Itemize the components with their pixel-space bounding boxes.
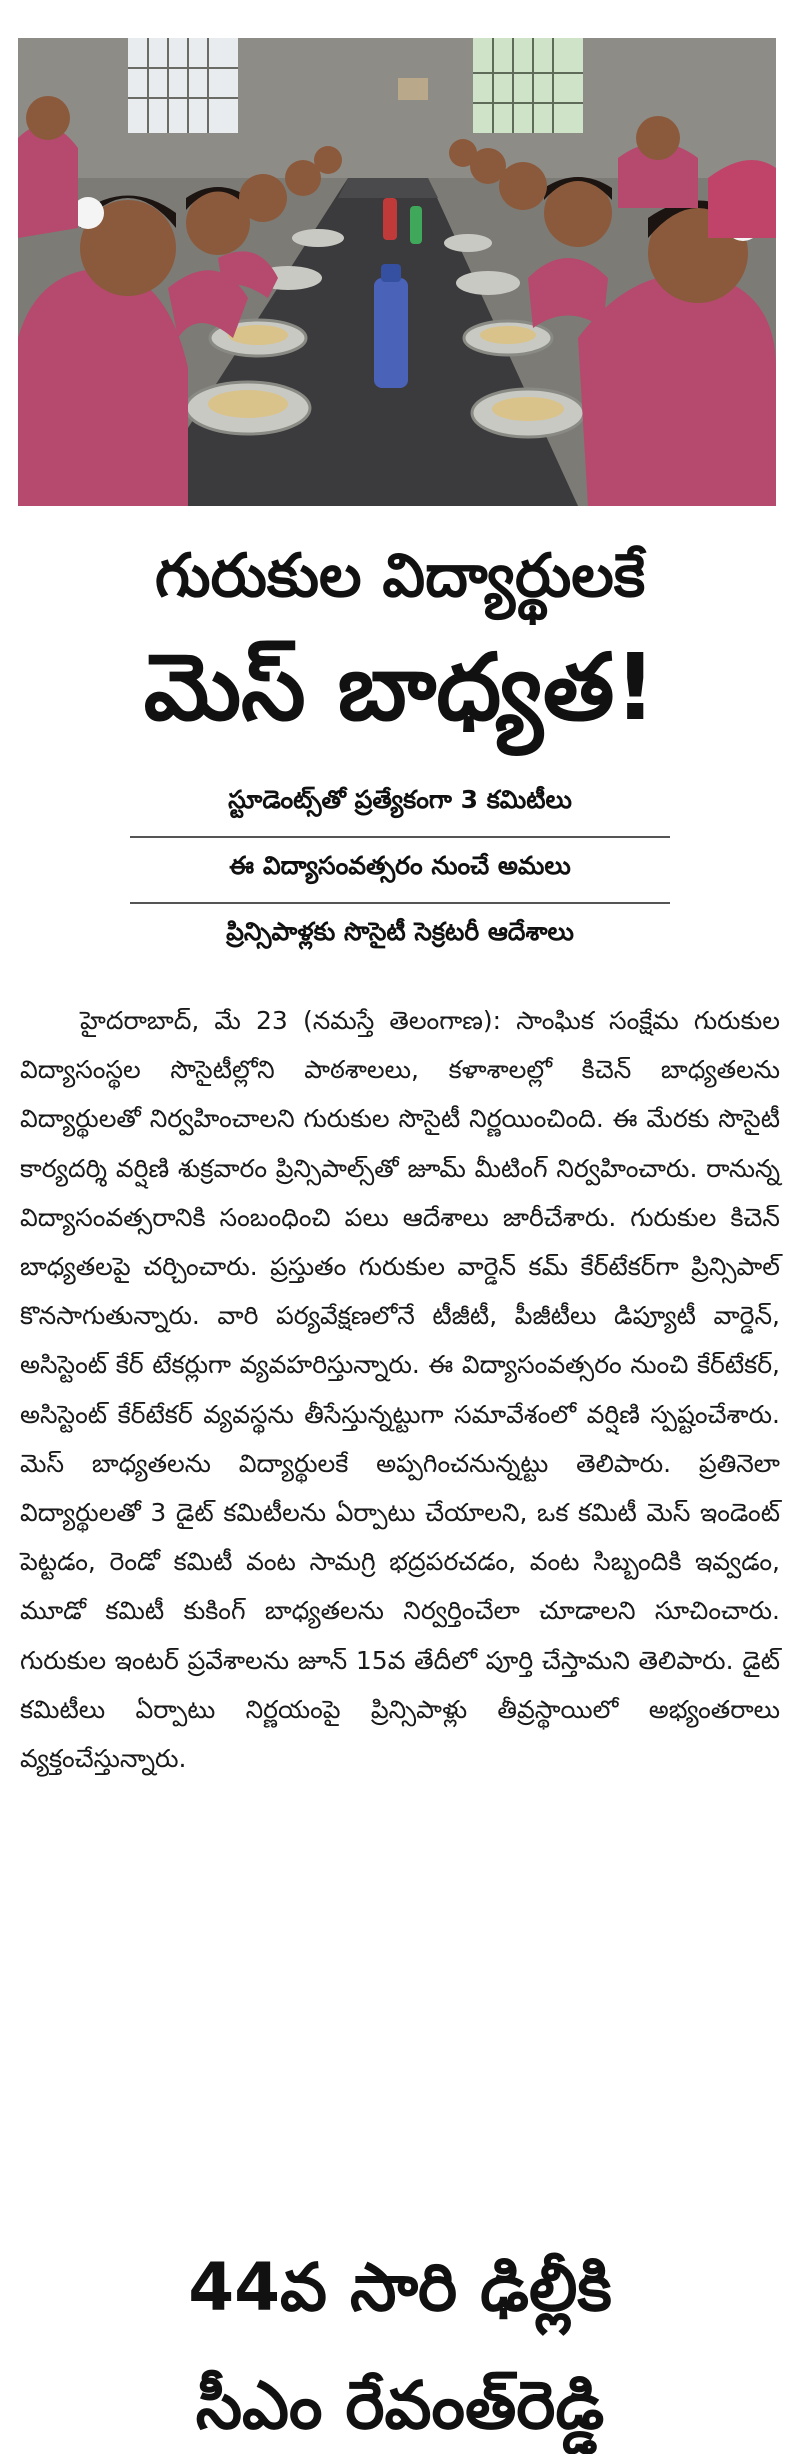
article-body: హైదరాబాద్‌, మే 23 (నమస్తే తెలంగాణ): సాంఘిక సంక్షేమ గురుకుల విద్యాసంస్థల సొసైటీల్లోని పాఠశాలలు, కళాశాలల్లో కిచెన్‌ బాధ్యతలను విద్యార్థులతో నిర్వహించాలని గురుకుల సొసైటీ నిర్ణయించింది. ఈ మేరకు సొసైటీ కార్యదర్శి వర్షిణి శుక్రవారం ప్రిన్సిపాల్స్‌తో జూమ్‌ మీటింగ్‌ నిర్వహించారు. రానున్న విద్యాసంవత్సరానికి సంబంధించి పలు ఆదేశాలు జారీచేశారు. గురుకుల కిచెన్‌ బాధ్యతలపై చర్చించారు. ప్రస్తుతం గురుకుల వార్డెన్‌ కమ్‌ కేర్‌టేకర్‌గా ప్రిన్సిపాల్‌ కొనసాగుతున్నారు. వారి పర్యవేక్షణలోనే టీజీటీ, పీజీటీలు డిప్యూటీ వార్డెన్‌, అసిస్టెంట్‌ కేర్‌ టేకర్లుగా వ్యవహరిస్తున్నారు. ఈ విద్యాసంవత్సరం నుంచి కేర్‌టేకర్‌, అసిస్టెంట్‌ కేర్‌టేకర్‌ వ్యవస్థను తీసేస్తున్నట్టుగా సమావేశంలో వర్షిణి స్పష్టంచేశారు. మెస్‌ బాధ్యతలను విద్యార్థులకే అప్పగించనున్నట్టు తెలిపారు. ప్రతినెలా విద్యార్థులతో 3 డైట్‌ కమిటీలను ఏర్పాటు చేయాలని, ఒక కమిటీ మెస్‌ ఇండెంట్‌ పెట్టడం, రెండో కమిటీ వంట సామగ్రి భద్రపరచడం, వంట సిబ్బందికి ఇవ్వడం, మూడో కమిటీ కుకింగ్‌ బాధ్యతలను నిర్వర్తించేలా చూడాలని సూచించారు. గురుకుల ఇంటర్‌ ప్రవేశాలను జూన్‌ 15వ తేదీలో పూర్తి చేస్తామని తెలిపారు. డైట్‌ కమిటీలు ఏర్పాటు నిర్ణయంపై ప్రిన్సిపాళ్లు తీవ్రస్థాయిలో అభ్యంతరాలు వ్యక్తంచేస్తున్నారు.: [20, 1006, 780, 1774]
subheadline-1: స్టూడెంట్స్‌తో ప్రత్యేకంగా 3 కమిటీలు: [228, 785, 572, 814]
headline-line-2: మెస్‌ బాధ్యత!: [143, 634, 657, 741]
subheadline-2: ఈ విద్యాసంవత్సరం నుంచే అమలు: [229, 851, 571, 880]
headline-line-1: గురుకుల విద్యార్థులకే: [154, 541, 646, 611]
article-photo: [18, 38, 776, 506]
next-story-headline-line-2: సీఎం రేవంత్‌రెడ్డి: [195, 2367, 605, 2444]
window-right: [473, 38, 583, 133]
subheadline-3: ప్రిన్సిపాళ్లకు సొసైటీ సెక్రటరీ ఆదేశాలు: [226, 917, 574, 946]
subheadline-divider: [130, 902, 670, 904]
subheadline-divider: [130, 836, 670, 838]
window-left: [128, 38, 238, 133]
next-story-headline-line-1: 44వ సారి ఢిల్లీకి: [188, 2249, 612, 2326]
